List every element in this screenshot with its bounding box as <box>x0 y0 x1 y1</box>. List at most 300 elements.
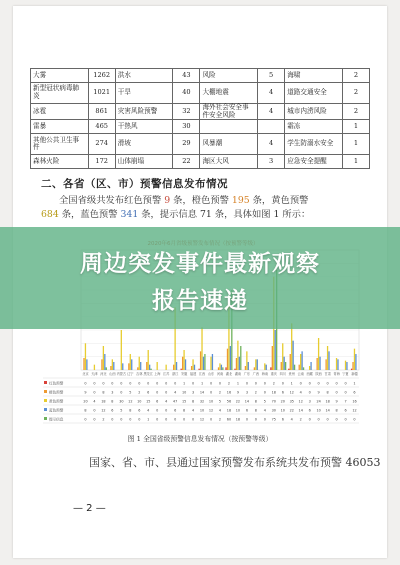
bar <box>346 362 347 370</box>
data-label: 0 <box>93 417 96 422</box>
data-label: 8 <box>102 390 105 395</box>
bar <box>264 363 265 370</box>
data-label: 8 <box>335 408 338 413</box>
category-label: 湖南 <box>234 372 242 376</box>
data-label: 9 <box>335 399 338 404</box>
bar <box>327 346 328 370</box>
bar <box>237 341 238 370</box>
bar <box>212 354 213 370</box>
bar <box>131 359 132 370</box>
table-cell: 海外社会安全事件安全风险 <box>200 104 258 120</box>
data-label: 15 <box>181 399 187 404</box>
bottom-paragraph: 国家、省、市、县通过国家预警发布系统共发布预警 46053 <box>89 456 381 469</box>
data-label: 0 <box>138 417 141 422</box>
red-count: 9 <box>164 195 171 206</box>
data-label: 12 <box>101 408 106 413</box>
bar <box>288 369 289 370</box>
data-label: 6 <box>174 408 177 413</box>
bar <box>112 359 113 370</box>
info-count: 71 <box>199 209 212 220</box>
data-label: 0 <box>308 390 311 395</box>
data-label: 20 <box>83 399 88 404</box>
data-label: 0 <box>165 390 168 395</box>
bar <box>282 343 283 370</box>
legend-swatch <box>44 390 47 393</box>
bar <box>291 323 292 370</box>
table-cell: 风险 <box>200 69 258 83</box>
table-cell: 大棚地震 <box>200 83 258 104</box>
category-label: 黑龙江 <box>143 372 154 376</box>
data-label: 0 <box>317 381 320 386</box>
bar <box>227 349 228 370</box>
bar <box>230 346 231 370</box>
table-cell: 5 <box>258 69 285 83</box>
category-label: 四川 <box>279 372 286 376</box>
data-label: 0 <box>209 381 213 386</box>
bar <box>317 358 318 370</box>
data-label: 4 <box>165 399 168 404</box>
legend-label: 黄色预警 <box>49 399 64 404</box>
data-label: 0 <box>299 381 302 386</box>
data-label: 0 <box>344 381 347 386</box>
table-cell: 应急安全提醒 <box>285 155 343 169</box>
data-label: 0 <box>93 381 96 386</box>
bar <box>128 363 129 370</box>
table-cell: 22 <box>173 155 200 169</box>
table-cell: 274 <box>88 134 115 155</box>
category-label: 西藏 <box>306 372 313 376</box>
data-label: 5 <box>263 399 266 404</box>
data-label: 1 <box>200 381 204 386</box>
data-label: 0 <box>174 381 177 386</box>
bar <box>225 367 226 370</box>
table-cell: 32 <box>173 104 200 120</box>
bar <box>301 351 302 370</box>
bar <box>101 359 102 370</box>
para-text: 全国省级共发布红色预警 <box>59 195 162 206</box>
bar <box>318 338 319 370</box>
data-label: 8 <box>254 399 257 404</box>
bar <box>203 357 204 370</box>
table-cell: 其他公共卫生事件 <box>31 134 89 155</box>
data-label: 2 <box>102 417 105 422</box>
table-cell <box>258 120 285 134</box>
bar <box>272 346 273 370</box>
table-cell: 干热风 <box>115 120 173 134</box>
table-cell: 霜冻 <box>285 120 343 134</box>
bar <box>83 358 84 370</box>
headline-banner[interactable] <box>0 227 400 329</box>
warning-type-table <box>30 68 370 169</box>
section-heading: 二、各省（区、市）预警信息发布情况 <box>41 178 228 190</box>
bar <box>270 367 271 370</box>
data-label: 12 <box>352 408 357 413</box>
table-row <box>31 83 370 104</box>
page-number: — 2 — <box>73 503 106 514</box>
category-label: 青海 <box>333 372 340 376</box>
bar <box>157 362 158 370</box>
data-label: 0 <box>335 390 338 395</box>
bar <box>245 366 246 370</box>
data-label: 0 <box>192 417 195 422</box>
table-cell: 道路交通安全 <box>285 83 343 104</box>
bar <box>246 351 247 370</box>
table-cell: 4 <box>258 104 285 120</box>
table-cell: 海区大风 <box>200 155 258 169</box>
data-label: 2 <box>227 381 231 386</box>
data-label: 0 <box>263 381 266 386</box>
data-label: 5 <box>218 399 222 404</box>
category-label: 湖北 <box>225 372 233 376</box>
bar <box>130 354 131 370</box>
table-row <box>31 120 370 134</box>
table-cell: 4 <box>258 83 285 104</box>
bar <box>355 354 356 370</box>
data-label: 14 <box>325 408 330 413</box>
category-label: 山西 <box>109 372 116 376</box>
bar <box>113 362 114 370</box>
data-label: 0 <box>156 408 159 413</box>
table-cell: 3 <box>258 155 285 169</box>
data-label: 8 <box>183 408 186 413</box>
data-label: 2 <box>218 417 222 422</box>
bar <box>275 330 276 370</box>
category-label: 陕西 <box>315 372 322 376</box>
table-cell: 城市内涝风险 <box>285 104 343 120</box>
data-label: 2 <box>138 390 141 395</box>
bar <box>122 363 123 370</box>
data-label: 0 <box>344 417 347 422</box>
bar <box>284 357 285 370</box>
data-label: 16 <box>226 390 232 395</box>
category-label: 福建 <box>189 372 197 376</box>
data-label: 10 <box>316 408 321 413</box>
data-label: 0 <box>335 381 338 386</box>
data-label: 10 <box>280 408 285 413</box>
category-label: 广东 <box>243 372 251 376</box>
bar <box>292 341 293 370</box>
bar <box>139 357 140 370</box>
bar <box>351 369 352 370</box>
data-label: 22 <box>289 408 294 413</box>
data-label: 0 <box>353 417 356 422</box>
table-cell: 森林火险 <box>31 155 89 169</box>
data-label: 1 <box>353 381 356 386</box>
para-text: 条，橙色预警 <box>173 195 229 206</box>
data-label: 3 <box>192 390 195 395</box>
bar <box>266 365 267 370</box>
table-cell: 干旱 <box>115 83 173 104</box>
data-label: 0 <box>129 417 132 422</box>
bar <box>219 363 220 370</box>
data-label: 9 <box>236 390 240 395</box>
para-text: 条，黄色预警 <box>252 195 309 206</box>
legend-swatch <box>44 417 47 420</box>
table-cell: 新型冠状病毒肺炎 <box>31 83 89 104</box>
data-label: 8 <box>111 399 114 404</box>
bar <box>218 367 219 370</box>
data-label: 60 <box>226 417 232 422</box>
headline-line-1[interactable]: 周边突发事件最新观察 <box>80 251 320 277</box>
table-row <box>31 155 370 169</box>
headline-line-2[interactable]: 报告速递 <box>152 288 248 314</box>
bar <box>86 359 87 370</box>
category-label: 甘肃 <box>324 372 331 376</box>
data-label: 6 <box>138 408 141 413</box>
bar <box>210 357 211 370</box>
category-label: 天津 <box>91 372 98 376</box>
data-label: 14 <box>199 390 205 395</box>
data-label: 4 <box>174 390 177 395</box>
table-cell: 1 <box>342 120 369 134</box>
data-label: 6 <box>353 390 356 395</box>
data-label: 0 <box>317 417 320 422</box>
bar <box>248 362 249 370</box>
table-cell: 大雾 <box>31 69 89 83</box>
bar <box>104 354 105 370</box>
table-cell: 滑坡 <box>115 134 173 155</box>
data-label: 0 <box>308 417 311 422</box>
legend-label: 蓝色预警 <box>49 408 64 413</box>
data-label: 9 <box>317 390 320 395</box>
bar <box>106 367 107 370</box>
table-cell: 雷暴 <box>31 120 89 134</box>
data-label: 0 <box>156 390 159 395</box>
data-label: 2 <box>299 417 302 422</box>
table-cell: 172 <box>88 155 115 169</box>
table-cell: 43 <box>173 69 200 83</box>
bar <box>234 369 235 370</box>
bar <box>191 366 192 370</box>
data-label: 18 <box>101 399 106 404</box>
para-text: 条，具体如图 1 所示： <box>214 209 311 220</box>
data-label: 10 <box>208 399 214 404</box>
table-cell: 灾害风险预警 <box>115 104 173 120</box>
data-label: 4 <box>93 399 96 404</box>
figure-caption: 图 1 全国省级预警信息发布情况（按预警等级） <box>127 435 273 443</box>
bar <box>85 343 86 370</box>
bar <box>303 367 304 370</box>
data-label: 20 <box>280 399 285 404</box>
bar <box>310 362 311 370</box>
data-label: 3 <box>111 390 114 395</box>
data-label: 0 <box>254 417 257 422</box>
yellow-count: 684 <box>41 209 59 220</box>
data-label: 10 <box>235 408 241 413</box>
bar <box>337 359 338 370</box>
data-label: 32 <box>199 399 205 404</box>
data-label: 0 <box>183 417 186 422</box>
data-label: 18 <box>226 408 232 413</box>
data-label: 4 <box>263 408 266 413</box>
data-label: 1 <box>183 381 186 386</box>
data-label: 0 <box>102 381 105 386</box>
table-cell: 风暴潮 <box>200 134 258 155</box>
data-label: 0 <box>111 417 114 422</box>
data-label: 0 <box>281 381 284 386</box>
data-label: 0 <box>192 381 195 386</box>
table-row <box>31 134 370 155</box>
category-label: 浙江 <box>171 372 179 376</box>
data-label: 18 <box>325 399 330 404</box>
table-cell: 2 <box>342 69 369 83</box>
data-label: 16 <box>352 399 357 404</box>
data-label: 0 <box>165 408 168 413</box>
data-label: 24 <box>316 399 321 404</box>
data-label: 0 <box>308 381 311 386</box>
category-label: 上海 <box>154 372 161 376</box>
data-label: 6 <box>344 408 347 413</box>
category-label: 江苏 <box>163 372 170 376</box>
table-row <box>31 69 370 83</box>
data-label: 18 <box>235 417 241 422</box>
summary-paragraph-line-1 <box>41 194 366 208</box>
data-label: 0 <box>165 417 168 422</box>
data-label: 18 <box>271 390 276 395</box>
data-label: 2 <box>272 381 275 386</box>
data-label: 0 <box>245 417 248 422</box>
data-label: 0 <box>156 417 159 422</box>
data-label: 0 <box>84 381 87 386</box>
data-label: 0 <box>245 381 248 386</box>
bar <box>354 349 355 370</box>
bar <box>150 369 151 370</box>
data-label: 0 <box>93 408 96 413</box>
table-cell: 29 <box>173 134 200 155</box>
legend-swatch <box>44 399 47 402</box>
bar <box>294 365 295 370</box>
data-label: 3 <box>308 399 311 404</box>
data-label: 0 <box>326 381 329 386</box>
category-label: 新疆 <box>351 372 358 376</box>
category-label: 宁夏 <box>342 372 349 376</box>
bar <box>309 366 310 370</box>
data-label: 1 <box>290 381 293 386</box>
data-label: 8 <box>192 399 195 404</box>
data-label: 4 <box>290 417 293 422</box>
data-label: 8 <box>254 408 257 413</box>
table-cell: 学生防溺水安全 <box>285 134 343 155</box>
bar <box>200 351 201 370</box>
data-label: 15 <box>146 399 151 404</box>
bar <box>240 346 241 370</box>
bar <box>345 361 346 370</box>
bar <box>300 354 301 370</box>
bar <box>299 365 300 370</box>
bar <box>236 358 237 370</box>
data-label: 4 <box>192 408 195 413</box>
bar <box>221 365 222 370</box>
data-label: 70 <box>271 399 276 404</box>
data-label: 0 <box>120 381 123 386</box>
bar <box>110 366 111 370</box>
category-label: 广西 <box>252 372 260 376</box>
data-label: 10 <box>199 408 205 413</box>
category-label: 云南 <box>297 372 304 376</box>
bar <box>192 359 193 370</box>
category-label: 北京 <box>82 372 89 376</box>
bar <box>201 327 202 370</box>
data-label: 0 <box>120 390 123 395</box>
legend-swatch <box>44 408 47 411</box>
table-cell: 山体崩塌 <box>115 155 173 169</box>
bar <box>176 362 177 370</box>
data-label: 0 <box>263 390 266 395</box>
data-label: 30 <box>271 408 276 413</box>
bar <box>194 365 195 370</box>
data-label: 2 <box>218 390 222 395</box>
table-row <box>31 104 370 120</box>
table-cell: 4 <box>258 134 285 155</box>
table-cell: 861 <box>88 104 115 120</box>
data-label: 0 <box>165 381 168 386</box>
bar <box>204 354 205 370</box>
data-label: 12 <box>208 408 214 413</box>
bar <box>185 359 186 370</box>
bar <box>255 359 256 370</box>
bar <box>173 365 174 370</box>
data-label: 5 <box>120 408 123 413</box>
data-label: 0 <box>156 381 159 386</box>
data-label: 9 <box>84 390 87 395</box>
table-cell: 1 <box>342 134 369 155</box>
bar <box>137 367 138 370</box>
category-label: 海南 <box>261 372 269 376</box>
data-label: 8 <box>129 408 132 413</box>
data-label: 6 <box>281 417 284 422</box>
category-label: 江西 <box>198 372 206 376</box>
bar <box>254 367 255 370</box>
data-label: 0 <box>209 417 213 422</box>
data-label: 6 <box>111 408 114 413</box>
data-label: 0 <box>209 390 213 395</box>
data-label: 6 <box>156 399 159 404</box>
bar <box>181 369 182 370</box>
table-cell: 2 <box>342 104 369 120</box>
category-label: 内蒙古 <box>116 372 127 376</box>
data-label: 0 <box>138 381 141 386</box>
data-label: 6 <box>281 390 284 395</box>
table-cell: 30 <box>173 120 200 134</box>
data-label: 14 <box>298 408 303 413</box>
bar <box>325 359 326 370</box>
bar <box>149 365 150 370</box>
orange-count: 195 <box>231 195 250 206</box>
data-label: 35 <box>289 399 294 404</box>
bar <box>281 362 282 370</box>
category-label: 山东 <box>207 372 215 376</box>
bar <box>319 357 320 370</box>
bar <box>290 354 291 370</box>
bar <box>257 359 258 370</box>
bar <box>352 362 353 370</box>
bar <box>94 365 95 370</box>
data-label: 30 <box>119 399 124 404</box>
legend-label: 红色预警 <box>49 381 64 386</box>
category-label: 吉林 <box>136 372 143 376</box>
table-cell: 海啸 <box>285 69 343 83</box>
table-cell: 洪水 <box>115 69 173 83</box>
data-label: 0 <box>129 381 132 386</box>
table-cell: 465 <box>88 120 115 134</box>
bar <box>140 362 141 370</box>
data-label: 0 <box>174 417 177 422</box>
bar <box>121 330 122 370</box>
data-label: 2 <box>254 390 257 395</box>
data-label: 12 <box>298 399 303 404</box>
data-label: 1 <box>236 381 240 386</box>
para-text: 条，蓝色预警 <box>61 209 118 220</box>
